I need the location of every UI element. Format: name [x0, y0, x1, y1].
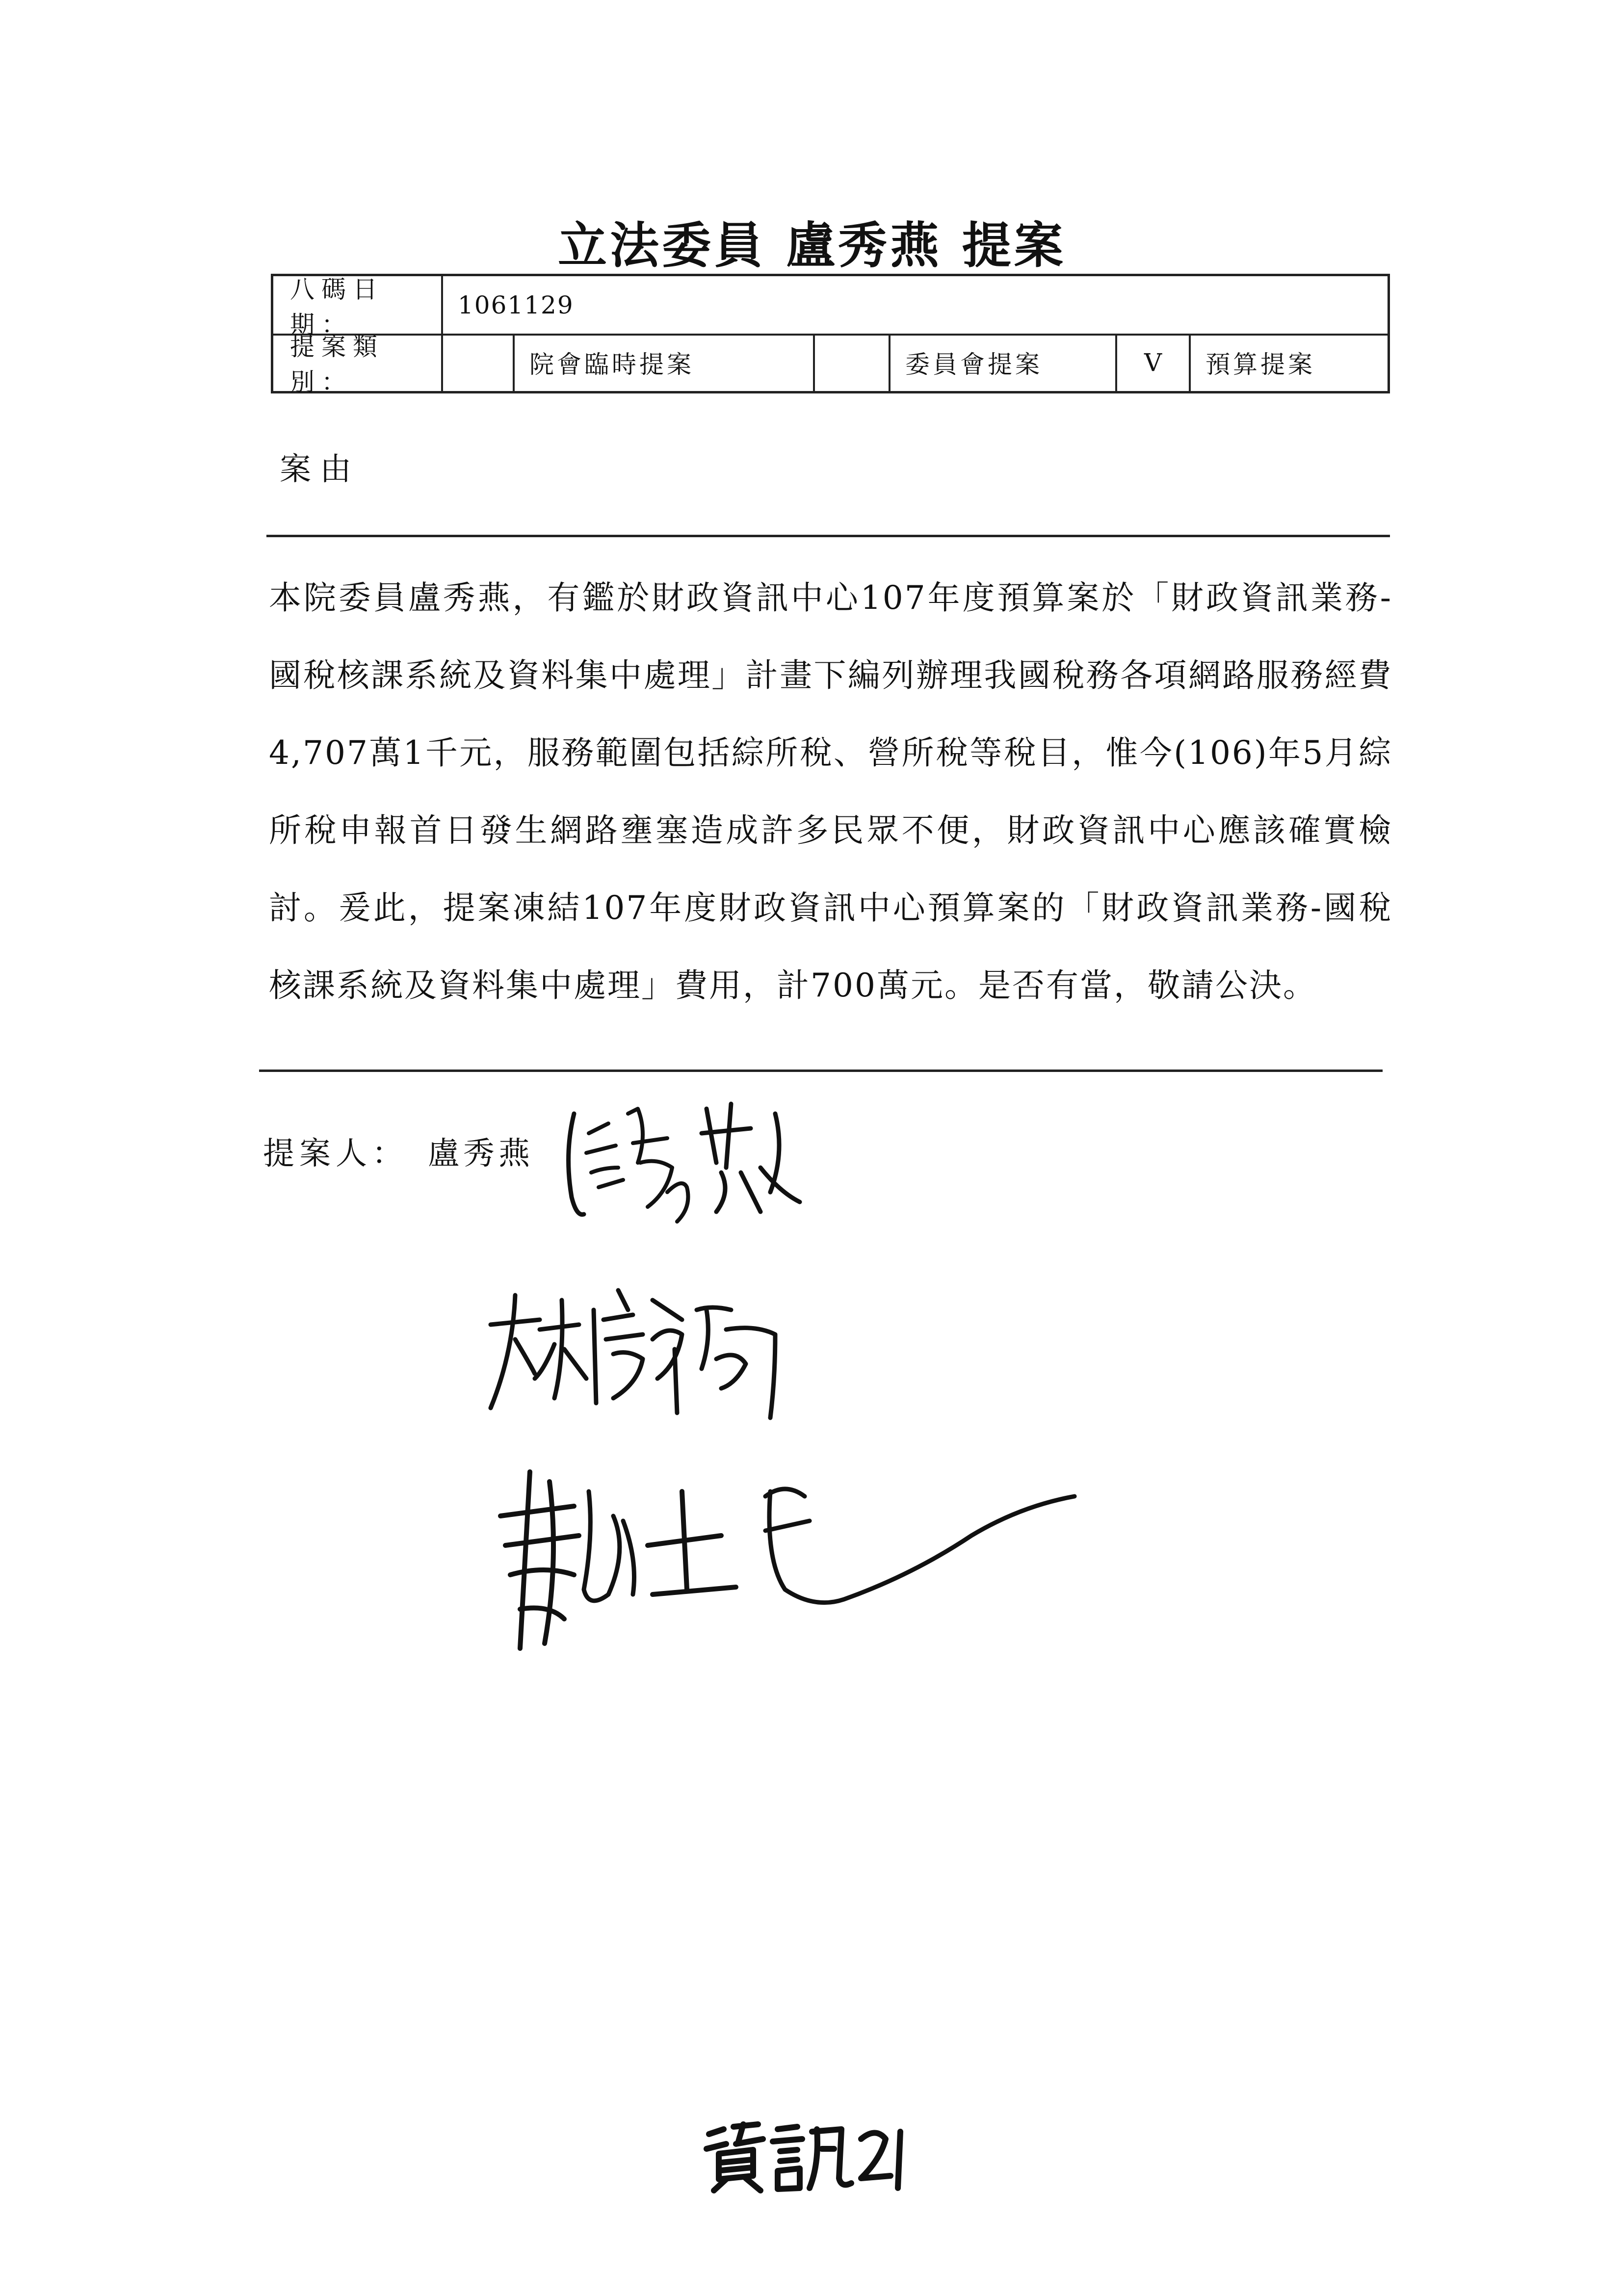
proposal-info-table: [271, 274, 1390, 396]
option-label-committee: 委員會提案: [891, 334, 1117, 391]
signature-lu-hsiu-yen: [554, 1094, 810, 1241]
page-title: 立法委員 盧秀燕 提案: [558, 216, 1066, 274]
date-label: 八碼日期：: [273, 276, 443, 334]
divider-top: [266, 535, 1390, 537]
category-row: [273, 332, 1388, 396]
reason-heading: 案由: [280, 451, 360, 488]
option-label-floor-motion: 院會臨時提案: [515, 334, 815, 391]
option-mark-budget: V: [1117, 334, 1191, 391]
footer-note-handwriting: [699, 2119, 915, 2193]
proposer-line: [263, 1128, 534, 1174]
proposer-label: 提案人：: [263, 1136, 408, 1172]
signature-kuo-shih-chi: [491, 1462, 1089, 1668]
date-value: 1061129: [458, 290, 574, 319]
proposer-name: 盧秀燕: [428, 1136, 534, 1172]
category-label: 提案類別：: [273, 334, 443, 391]
divider-bottom: [259, 1070, 1383, 1072]
option-mark-floor-motion: [443, 334, 515, 391]
option-mark-committee: [815, 334, 891, 391]
signature-lin-te-fu: [481, 1280, 814, 1428]
option-label-budget: 預算提案: [1205, 350, 1315, 379]
reason-body: 本院委員盧秀燕，有鑑於財政資訊中心107年度預算案於「財政資訊業務-國稅核課系統及資料集中處理」計畫下編列辦理我國稅務各項網路服務經費4,707萬1千元，服務範圍包括綜所稅、營所稅等稅目，惟今(106)年5月綜所稅申報首日發生網路壅塞造成許多民眾不便，財政資訊中心應該確實檢討。爰此，提案凍結107年度財政資訊中心預算案的「財政資訊業務-國稅核課系統及資料集中處理」費用，計700萬元。是否有當，敬請公決。: [269, 579, 1392, 1004]
